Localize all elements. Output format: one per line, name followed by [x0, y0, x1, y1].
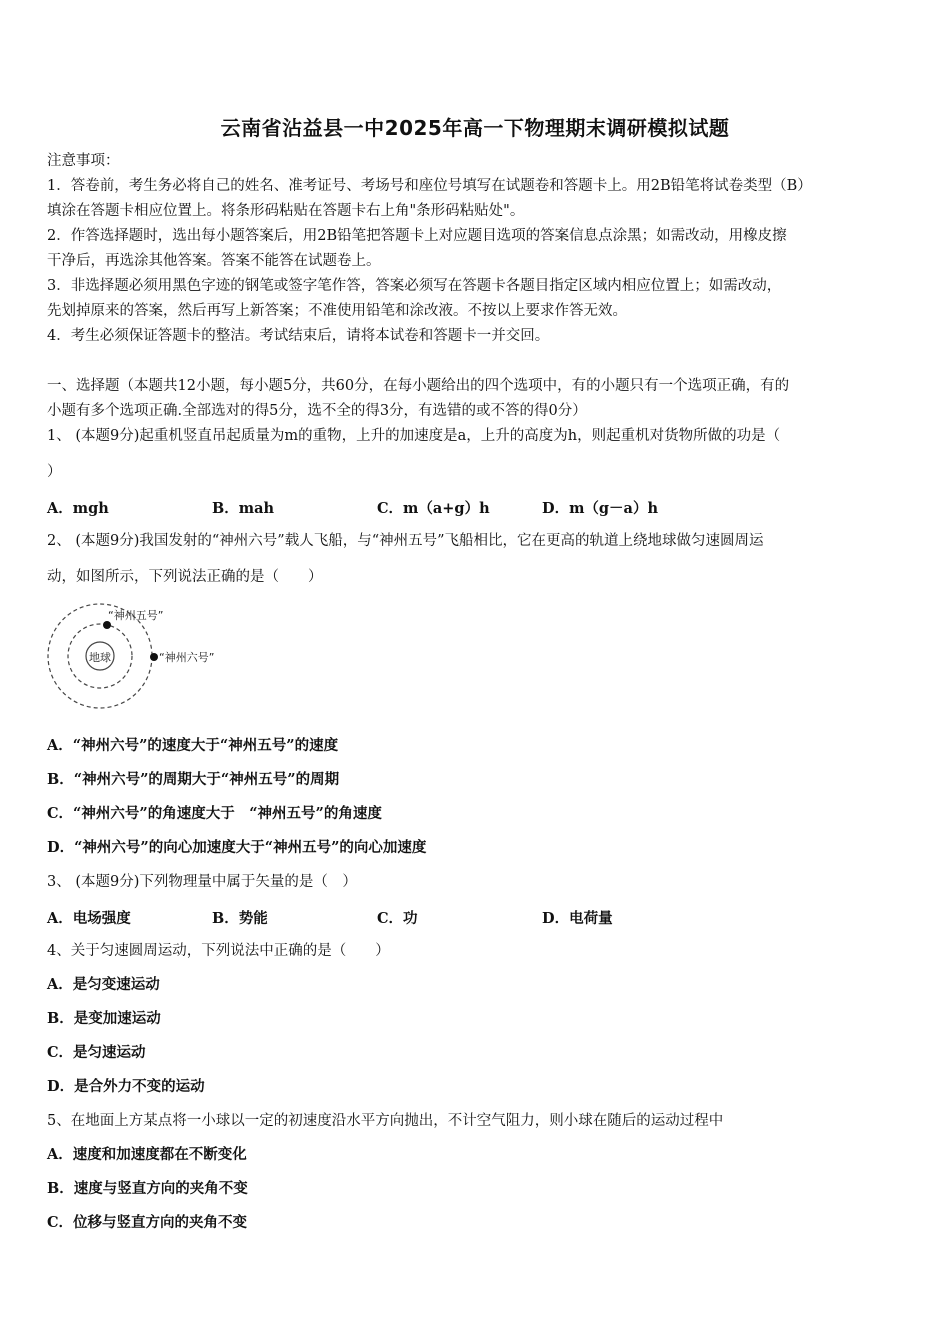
question-3-stem: 3、 (本题9分)下列物理量中属于矢量的是（ ） [47, 874, 357, 890]
shenzhou-5-label: “神州五号” [108, 609, 164, 622]
notice-line: 2．作答选择题时，选出每小题答案后，用2B铅笔把答题卡上对应题目选项的答案信息点涂黑；如需改动，用橡皮擦 [47, 228, 787, 244]
question-5-stem: 5、在地面上方某点将一小球以一定的初速度沿水平方向抛出，不计空气阻力，则小球在随后的运动过程中 [47, 1113, 724, 1129]
question-4-option-c: C．是匀速运动 [47, 1044, 146, 1061]
question-1-stem: 1、 (本题9分)起重机竖直吊起质量为m的重物，上升的加速度是a，上升的高度为h，则起重机对货物所做的功是（ [47, 428, 781, 444]
question-3-options [47, 907, 917, 927]
question-2-option-b: B．“神州六号”的周期大于“神州五号”的周期 [47, 771, 340, 788]
option-d: D．m（g－a）h [542, 500, 658, 517]
option-c: C．功 [377, 910, 418, 927]
page-title: 云南省沾益县一中2025年高一下物理期末调研模拟试题 [220, 116, 730, 140]
earth-label: 地球 [89, 651, 111, 664]
notice-line: 1．答卷前，考生务必将自己的姓名、准考证号、考场号和座位号填写在试题卷和答题卡上。用2B铅笔将试卷类型（B） [47, 178, 812, 194]
question-4-option-d: D．是合外力不变的运动 [47, 1078, 205, 1095]
question-2-stem: 2、 (本题9分)我国发射的“神州六号”载人飞船，与“神州五号”飞船相比，它在更高的轨道上绕地球做匀速圆周运 [47, 533, 764, 549]
section-heading-cont: 小题有多个选项正确.全部选对的得5分，选不全的得3分，有选错的或不答的得0分） [47, 403, 587, 419]
notice-line: 4．考生必须保证答题卡的整洁。考试结束后，请将本试卷和答题卡一并交回。 [47, 328, 550, 344]
question-1-options [47, 497, 917, 517]
orbit-diagram [40, 598, 230, 716]
notice-line: 先划掉原来的答案，然后再写上新答案；不准使用铅笔和涂改液。不按以上要求作答无效。 [47, 303, 627, 319]
option-b: B．势能 [212, 910, 268, 927]
question-4-option-b: B．是变加速运动 [47, 1010, 161, 1027]
option-a: A．电场强度 [47, 910, 131, 927]
option-b: B．mah [212, 500, 275, 517]
section-heading: 一、选择题（本题共12小题，每小题5分，共60分，在每小题给出的四个选项中，有的小题只有一个选项正确，有的 [47, 378, 790, 394]
question-2-option-d: D．“神州六号”的向心加速度大于“神州五号”的向心加速度 [47, 839, 427, 856]
shenzhou-6-dot [150, 653, 158, 661]
shenzhou-6-label: “神州六号” [159, 651, 215, 664]
notice-line: 干净后，再选涂其他答案。答案不能答在试题卷上。 [47, 253, 381, 269]
notice-heading: 注意事项： [47, 153, 120, 169]
option-c: C．m（a+g）h [377, 500, 490, 517]
question-2-option-c: C．“神州六号”的角速度大于 “神州五号”的角速度 [47, 805, 382, 822]
shenzhou-5-dot [103, 621, 111, 629]
question-1-stem-cont: ） [47, 464, 62, 480]
question-5-option-b: B．速度与竖直方向的夹角不变 [47, 1180, 248, 1197]
question-5-option-a: A．速度和加速度都在不断变化 [47, 1146, 247, 1163]
question-2-option-a: A．“神州六号”的速度大于“神州五号”的速度 [47, 737, 339, 754]
option-d: D．电荷量 [542, 910, 613, 927]
notice-line: 填涂在答题卡相应位置上。将条形码粘贴在答题卡右上角"条形码粘贴处"。 [47, 203, 525, 219]
question-4-option-a: A．是匀变速运动 [47, 976, 160, 993]
option-a: A．mgh [47, 500, 109, 517]
question-5-option-c: C．位移与竖直方向的夹角不变 [47, 1214, 248, 1231]
question-2-stem-cont: 动，如图所示，下列说法正确的是（ ） [47, 569, 323, 585]
question-4-stem: 4、关于匀速圆周运动，下列说法中正确的是（ ） [47, 943, 390, 959]
notice-line: 3．非选择题必须用黑色字迹的钢笔或签字笔作答，答案必须写在答题卡各题目指定区域内相应位置上；如需改动， [47, 278, 782, 294]
